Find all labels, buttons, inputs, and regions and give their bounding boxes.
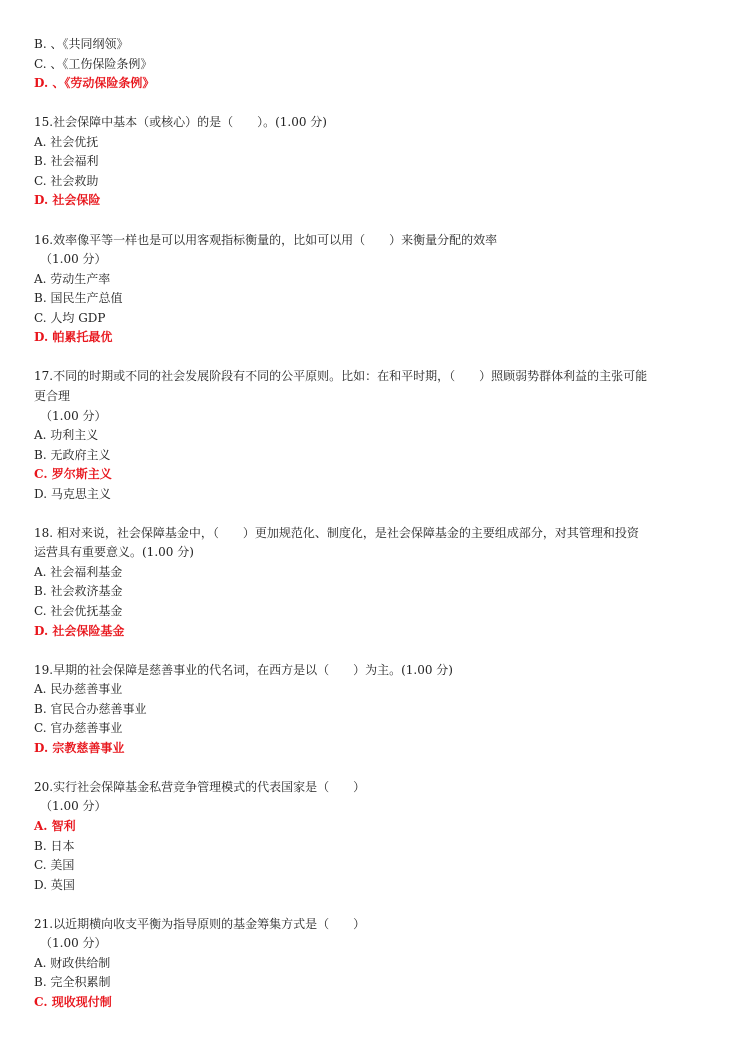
- answer-option: D. 英国: [34, 877, 75, 892]
- answer-option: C. 社会救助: [34, 173, 99, 188]
- answer-option: A. 财政供给制: [34, 955, 111, 970]
- answer-option: C. 社会优抚基金: [34, 604, 123, 618]
- answer-option: A. 社会福利基金: [34, 564, 123, 579]
- answer-option: B. 官民合办慈善事业: [34, 701, 147, 716]
- question-score: （1.00 分）: [40, 252, 107, 267]
- answer-option: A. 劳动生产率: [34, 271, 111, 286]
- answer-option: B. 日本: [34, 838, 75, 853]
- answer-option: A. 民办慈善事业: [34, 682, 123, 697]
- correct-answer-option: D. 、《劳动保险条例》: [34, 76, 155, 91]
- correct-answer-option: A. 智利: [34, 819, 76, 833]
- correct-answer-option: D. 宗教慈善事业: [34, 740, 125, 755]
- correct-answer-option: D. 社会保险基金: [34, 623, 125, 638]
- question-stem: 20.实行社会保障基金私营竞争管理模式的代表国家是（ ）: [34, 779, 366, 794]
- answer-option: B. 国民生产总值: [34, 291, 123, 306]
- answer-option: C. 美国: [34, 858, 75, 873]
- answer-option: B. 社会救济基金: [34, 584, 123, 599]
- correct-answer-option: C. 罗尔斯主义: [34, 467, 112, 482]
- question-stem: 19.早期的社会保障是慈善事业的代名词，在西方是以（ ）为主。(1.00 分): [34, 662, 453, 677]
- question-score: （1.00 分）: [40, 799, 107, 814]
- question-score: （1.00 分）: [40, 408, 107, 423]
- answer-option: B. 无政府主义: [34, 447, 111, 462]
- correct-answer-option: D. 社会保险: [34, 193, 101, 208]
- question-stem: 18. 相对来说，社会保障基金中，（ ）更加规范化、制度化，是社会保障基金的主要组成部分，对其管理和投资: [34, 525, 639, 540]
- answer-option: B. 完全积累制: [34, 975, 111, 990]
- question-stem: 21.以近期横向收支平衡为指导原则的基金筹集方式是（ ）: [34, 916, 366, 931]
- answer-option: A. 功利主义: [34, 428, 99, 442]
- question-stem-continued: 更合理: [34, 388, 71, 403]
- correct-answer-option: C. 现收现付制: [34, 994, 112, 1009]
- answer-option: A. 社会优抚: [34, 134, 99, 149]
- correct-answer-option: D. 帕累托最优: [34, 330, 113, 345]
- answer-option: C. 官办慈善事业: [34, 721, 123, 736]
- question-stem-continued: 运营具有重要意义。(1.00 分): [34, 545, 194, 560]
- question-stem: 15.社会保障中基本（或核心）的是（ ）。(1.00 分): [34, 115, 327, 130]
- answer-option: C. 、《工伤保险条例》: [34, 56, 153, 71]
- question-score: （1.00 分）: [40, 936, 107, 951]
- answer-option: B. 社会福利: [34, 154, 99, 169]
- answer-option: B. 、《共同纲领》: [34, 37, 129, 51]
- answer-option: D. 马克思主义: [34, 486, 111, 501]
- question-stem: 16.效率像平等一样也是可以用客观指标衡量的，比如可以用（ ）来衡量分配的效率: [34, 232, 498, 247]
- answer-option: C. 人均 GDP: [34, 310, 106, 325]
- question-stem: 17.不同的时期或不同的社会发展阶段有不同的公平原则。比如：在和平时期，（ ）照顾弱势群体利益的主张可能: [34, 369, 648, 384]
